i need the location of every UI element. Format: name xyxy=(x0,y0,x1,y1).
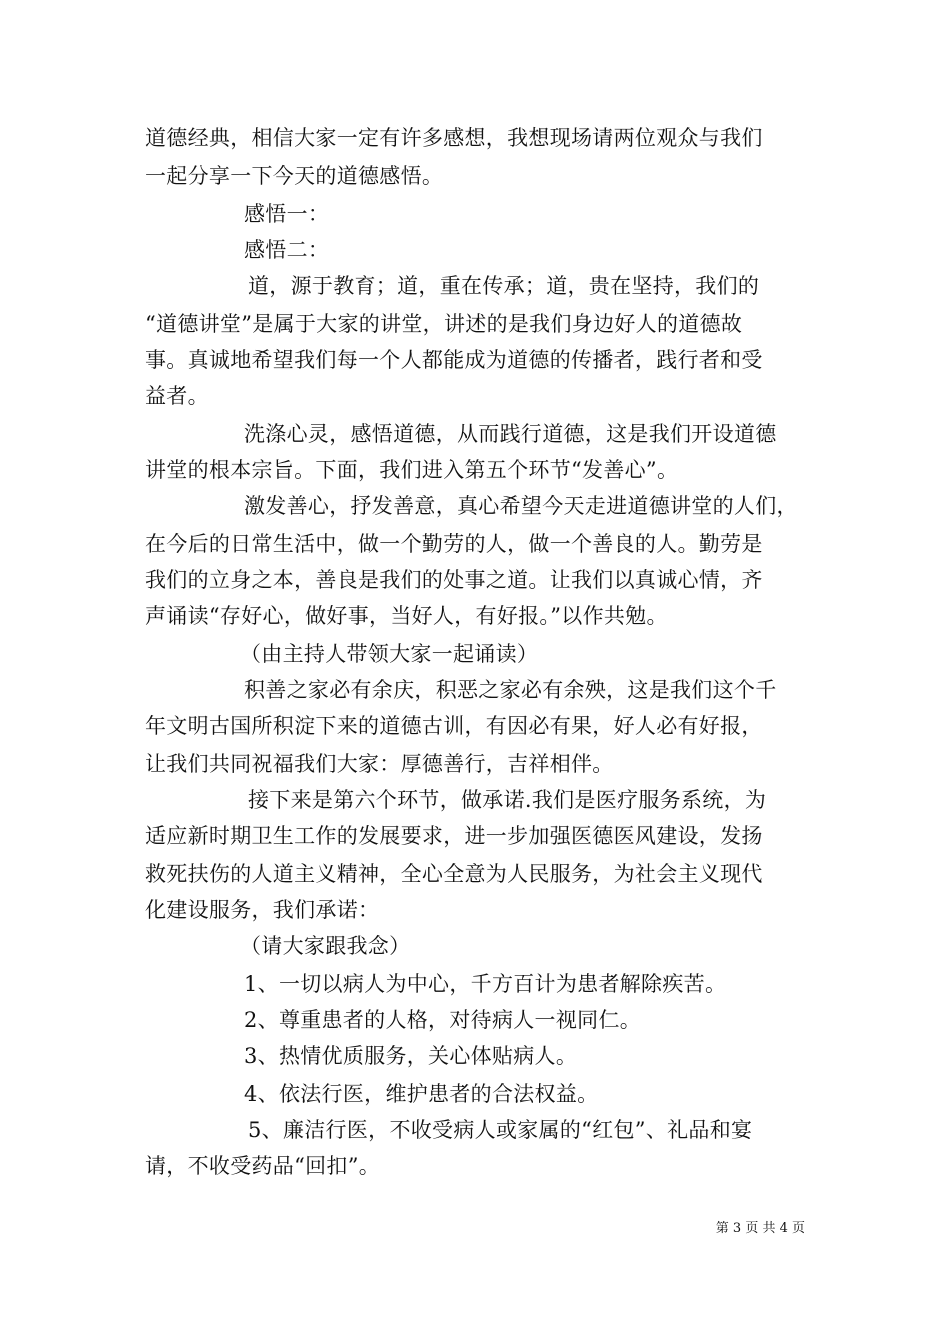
text-line: 让我们共同祝福我们大家：厚德善行，吉祥相伴。 xyxy=(145,752,614,776)
text-line: 1、一切以病人为中心，千方百计为患者解除疾苦。 xyxy=(244,972,727,996)
text-line: 声诵读“存好心，做好事，当好人，有好报。”以作共勉。 xyxy=(145,604,668,628)
text-line: 积善之家必有余庆，积恶之家必有余殃，这是我们这个千 xyxy=(244,678,777,702)
text-line: 洗涤心灵，感悟道德，从而践行道德，这是我们开设道德 xyxy=(244,422,777,446)
text-line: 激发善心，抒发善意，真心希望今天走进道德讲堂的人们， xyxy=(244,494,798,518)
text-line: 化建设服务，我们承诺： xyxy=(145,898,380,922)
text-line: 2、尊重患者的人格，对待病人一视同仁。 xyxy=(244,1008,642,1032)
text-line: “道德讲堂”是属于大家的讲堂，讲述的是我们身边好人的道德故 xyxy=(145,312,743,336)
text-line: 5、廉洁行医，不收受病人或家属的“红包”、礼品和宴 xyxy=(248,1118,753,1142)
text-line: 事。真诚地希望我们每一个人都能成为道德的传播者，践行者和受 xyxy=(145,348,763,372)
text-line: 适应新时期卫生工作的发展要求，进一步加强医德医风建设，发扬 xyxy=(145,824,763,848)
text-line: 感悟二： xyxy=(244,238,330,262)
text-line: 讲堂的根本宗旨。下面，我们进入第五个环节“发善心”。 xyxy=(145,458,679,482)
page-number-footer: 第 3 页 共 4 页 xyxy=(715,1221,805,1236)
text-line: 在今后的日常生活中，做一个勤劳的人，做一个善良的人。勤劳是 xyxy=(145,532,763,556)
text-line: 接下来是第六个环节，做承诺.我们是医疗服务系统，为 xyxy=(248,788,767,812)
text-line: 3、热情优质服务，关心体贴病人。 xyxy=(244,1044,578,1068)
text-line: 道德经典，相信大家一定有许多感想，我想现场请两位观众与我们 xyxy=(145,126,763,150)
text-line: （由主持人带领大家一起诵读） xyxy=(240,642,539,666)
text-line: 年文明古国所积淀下来的道德古训，有因必有果，好人必有好报， xyxy=(145,714,763,738)
text-line: 请，不收受药品“回扣”。 xyxy=(145,1154,381,1178)
text-line: 我们的立身之本，善良是我们的处事之道。让我们以真诚心情，齐 xyxy=(145,568,763,592)
text-line: 4、依法行医，维护患者的合法权益。 xyxy=(244,1082,599,1106)
text-line: 救死扶伤的人道主义精神，全心全意为人民服务，为社会主义现代 xyxy=(145,862,763,886)
text-line: 道，源于教育；道，重在传承；道，贵在坚持，我们的 xyxy=(248,274,760,298)
text-line: （请大家跟我念） xyxy=(240,934,411,958)
text-line: 感悟一： xyxy=(244,202,330,226)
text-line: 一起分享一下今天的道德感悟。 xyxy=(145,164,444,188)
text-line: 益者。 xyxy=(145,384,209,408)
